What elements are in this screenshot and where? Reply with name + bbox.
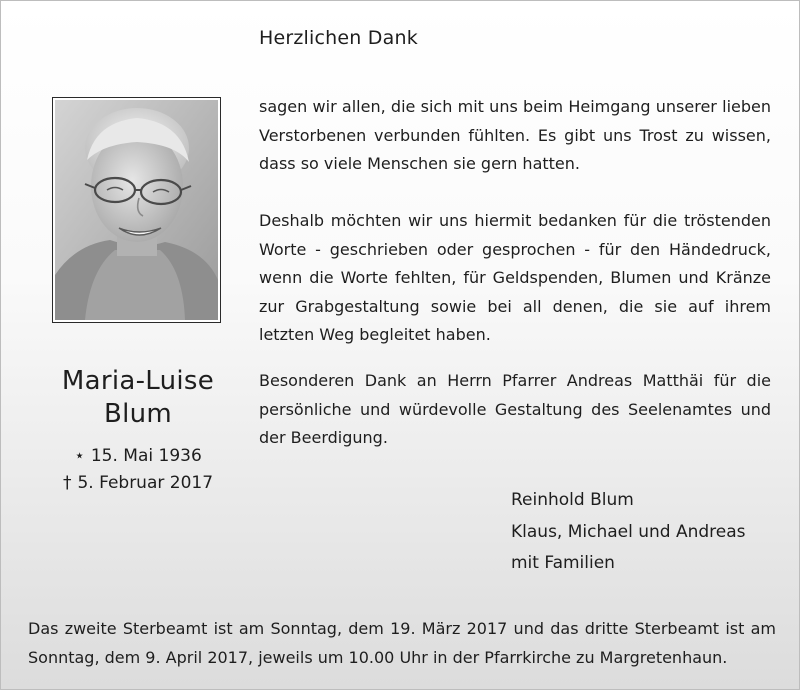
death-date-row	[46, 470, 230, 497]
deceased-name	[52, 365, 224, 431]
birth-date-row	[46, 443, 230, 470]
birth-date: 15. Mai 1936	[90, 446, 202, 466]
signature-line: mit Familien	[511, 553, 615, 573]
death-date: 5. Februar 2017	[77, 473, 214, 493]
portrait-photo	[52, 97, 221, 323]
birth-star-icon: ⋆	[74, 446, 85, 466]
portrait-photo-icon	[55, 100, 218, 320]
deceased-last-name: Blum	[103, 399, 173, 429]
heading: Herzlichen Dank	[259, 27, 418, 49]
thanks-paragraph-3: Besonderen Dank an Herrn Pfarrer Andreas Matthäi für die persönliche und würdevolle Gestaltung des Seelenamtes und der Beerdigung.	[259, 371, 771, 447]
thanks-paragraph-2: Deshalb möchten wir uns hiermit bedanken für die tröstenden Worte - geschrieben oder gesprochen - für den Händedruck, wenn die Worte fehlten, für Geldspenden, Blumen und Kränze zur Grabgestaltung sowie bei all denen, die sie auf ihrem letzten Weg begleitet haben.	[259, 211, 771, 344]
signature-block	[511, 485, 746, 580]
death-cross-icon: †	[62, 473, 72, 493]
deceased-first-name: Maria-Luise	[61, 366, 215, 396]
thanks-paragraph-1: sagen wir allen, die sich mit uns beim Heimgang unserer lieben Verstorbenen verbunden fühlten. Es gibt uns Trost zu wissen, dass so viele Menschen sie gern hatten.	[259, 97, 771, 173]
signature-line: Reinhold Blum	[511, 490, 634, 510]
signature-line: Klaus, Michael und Andreas	[511, 521, 746, 542]
footer-note: Das zweite Sterbeamt ist am Sonntag, dem 19. März 2017 und das dritte Sterbeamt ist am Sonntag, dem 9. April 2017, jeweils um 10.00 Uhr in der Pfarrkirche zu Margretenhaun.	[28, 619, 776, 667]
life-dates	[46, 443, 230, 497]
